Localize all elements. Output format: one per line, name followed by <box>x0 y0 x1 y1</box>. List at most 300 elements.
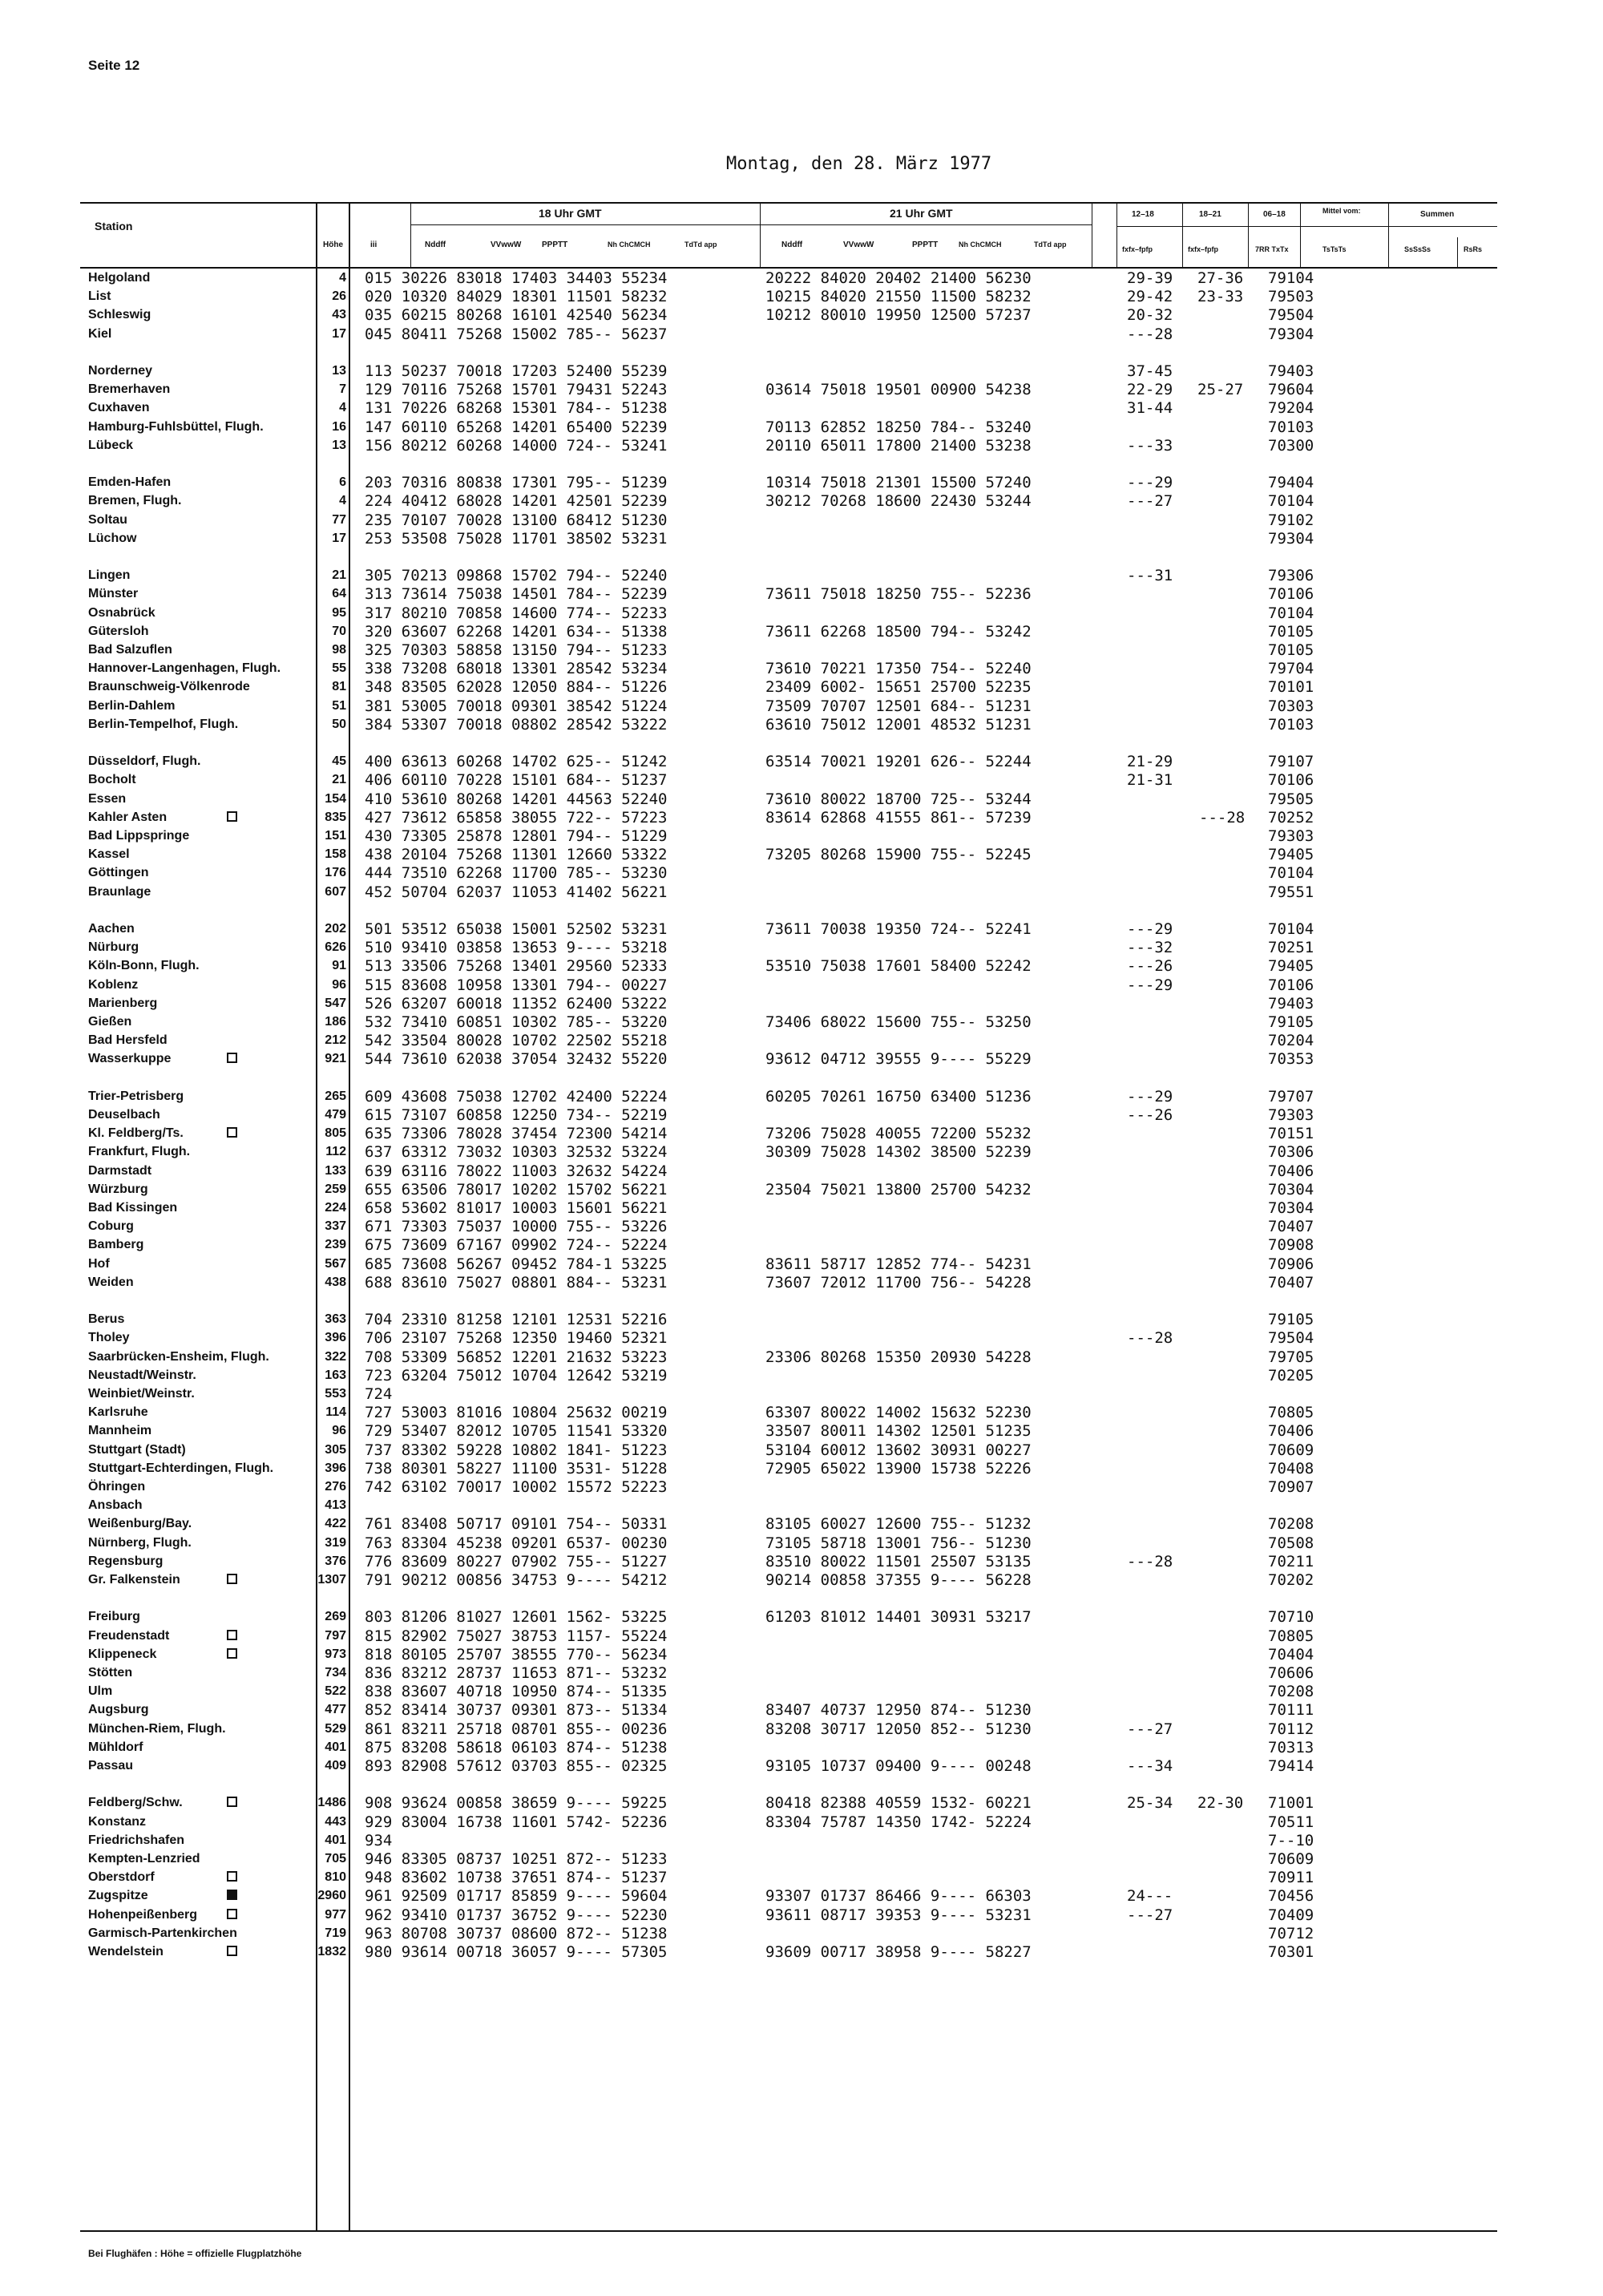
obs-18utc: 203 70316 80838 17301 795-- 51239 <box>365 474 668 491</box>
obs-18utc: 305 70213 09868 15702 794-- 52240 <box>365 567 668 584</box>
obs-18utc: 908 93624 00858 38659 9---- 59225 <box>365 1794 668 1812</box>
table-row <box>0 1776 1603 1793</box>
table-row <box>0 1460 1603 1477</box>
station-height: 239 <box>325 1238 346 1251</box>
obs-18utc: 253 53508 75028 11701 38502 53231 <box>365 530 668 548</box>
obs-18utc: 045 80411 75268 15002 785-- 56237 <box>365 325 668 343</box>
obs-21utc: 80418 82388 40559 1532- 60221 <box>765 1794 1032 1812</box>
table-row <box>0 995 1603 1013</box>
table-row <box>0 1329 1603 1347</box>
table-row <box>0 939 1603 956</box>
table-row <box>0 660 1603 677</box>
table-row <box>0 1850 1603 1868</box>
obs-18utc: 427 73612 65858 38055 722-- 57223 <box>365 809 668 827</box>
temp-range-12-18: ---29 <box>1127 976 1173 994</box>
temp-range-18-21: 22-30 <box>1197 1794 1244 1812</box>
station-height: 337 <box>325 1219 346 1233</box>
mean-value: 70151 <box>1268 1125 1314 1142</box>
obs-18utc: 510 93410 03858 13653 9---- 53218 <box>365 939 668 956</box>
open-square-icon <box>227 1648 237 1659</box>
obs-21utc: 61203 81012 14401 30931 53217 <box>765 1608 1032 1626</box>
station-height: 4 <box>339 271 346 285</box>
obs-21utc: 90214 00858 37355 9---- 56228 <box>765 1571 1032 1589</box>
station-name: Essen <box>88 792 127 806</box>
obs-18utc: 706 23107 75268 12350 19460 52321 <box>365 1329 668 1347</box>
obs-18utc: 532 73410 60851 10302 785-- 53220 <box>365 1013 668 1031</box>
mean-value: 70300 <box>1268 437 1314 455</box>
station-height: 522 <box>325 1684 346 1698</box>
station-height: 705 <box>325 1852 346 1866</box>
station-height: 112 <box>325 1145 346 1158</box>
temp-range-12-18: ---33 <box>1127 437 1173 455</box>
station-height: 176 <box>325 866 346 879</box>
g18-tdtd-header: TdTd app <box>684 241 717 249</box>
station-name: Stuttgart-Echterdingen, Flugh. <box>88 1461 274 1475</box>
station-name: Köln-Bonn, Flugh. <box>88 959 200 972</box>
table-row <box>0 1683 1603 1700</box>
obs-21utc: 73611 70038 19350 724-- 52241 <box>765 920 1032 938</box>
station-name: Gr. Falkenstein <box>88 1573 180 1587</box>
table-row <box>0 1571 1603 1589</box>
obs-18utc: 637 63312 73032 10303 32532 53224 <box>365 1143 668 1161</box>
station-height: 719 <box>325 1926 346 1940</box>
obs-18utc: 317 80210 70858 14600 774-- 52233 <box>365 604 668 622</box>
obs-18utc: 430 73305 25878 12801 794-- 51229 <box>365 827 668 845</box>
obs-21utc: 33507 80011 14302 12501 51235 <box>765 1422 1032 1440</box>
mean-value: 70106 <box>1268 585 1314 603</box>
table-row <box>0 288 1603 305</box>
table-row <box>0 827 1603 845</box>
table-row <box>0 753 1603 770</box>
mean-value: 70908 <box>1268 1236 1314 1254</box>
obs-21utc: 30309 75028 14302 38500 52239 <box>765 1143 1032 1161</box>
mean-value: 70404 <box>1268 1646 1314 1663</box>
mean-value: 70202 <box>1268 1571 1314 1589</box>
station-name: Wasserkuppe <box>88 1052 172 1065</box>
mean-value: 70805 <box>1268 1404 1314 1421</box>
obs-21utc: 73206 75028 40055 72200 55232 <box>765 1125 1032 1142</box>
table-row <box>0 771 1603 789</box>
station-height: 1307 <box>317 1573 346 1587</box>
table-row <box>0 269 1603 287</box>
station-name: Stötten <box>88 1666 133 1680</box>
mean-value: 70106 <box>1268 771 1314 789</box>
obs-18utc: 410 53610 80268 14201 44563 52240 <box>365 790 668 808</box>
obs-18utc: 348 83505 62028 12050 884-- 51226 <box>365 678 668 696</box>
obs-18utc: 948 83602 10738 37651 874-- 51237 <box>365 1869 668 1886</box>
station-name: Braunlage <box>88 885 151 899</box>
obs-21utc: 83614 62868 41555 861-- 57239 <box>765 809 1032 827</box>
obs-21utc: 93612 04712 39555 9---- 55229 <box>765 1050 1032 1068</box>
obs-18utc: 609 43608 75038 12702 42400 52224 <box>365 1088 668 1106</box>
temp-range-12-18: 22-29 <box>1127 381 1173 398</box>
g18-vvwww-header: VVwwW <box>491 241 522 249</box>
station-height: 151 <box>325 829 346 843</box>
station-name: Emden-Hafen <box>88 475 172 489</box>
mean-value: 70204 <box>1268 1032 1314 1049</box>
station-height: 921 <box>325 1052 346 1065</box>
t1821-sub-header: fxfx–fpfp <box>1188 245 1218 253</box>
table-row <box>0 1887 1603 1905</box>
station-name: Passau <box>88 1759 134 1773</box>
mean-value: 79504 <box>1268 1329 1314 1347</box>
table-row <box>0 1590 1603 1607</box>
mean-value: 79306 <box>1268 567 1314 584</box>
mittel-sub-header: TsTsTs <box>1322 245 1347 253</box>
station-height: 158 <box>325 847 346 861</box>
g21-ppptt-header: PPPTT <box>912 241 939 249</box>
mean-value: 79404 <box>1268 474 1314 491</box>
t1218-header: 12–18 <box>1132 210 1154 219</box>
mean-value: 70104 <box>1268 864 1314 882</box>
station-height: 186 <box>325 1015 346 1029</box>
station-name: Koblenz <box>88 978 139 992</box>
station-name: Hohenpeißenberg <box>88 1908 198 1922</box>
station-name: Kahler Asten <box>88 810 168 824</box>
station-name: Würzburg <box>88 1182 148 1196</box>
obs-18utc: 526 63207 60018 11352 62400 53222 <box>365 995 668 1013</box>
station-height: 973 <box>325 1647 346 1661</box>
obs-18utc: 742 63102 70017 10002 15572 52223 <box>365 1478 668 1496</box>
station-height: 797 <box>325 1629 346 1643</box>
mittel-header: Mittel vom: <box>1322 207 1361 215</box>
obs-21utc: 93609 00717 38958 9---- 58227 <box>765 1943 1032 1961</box>
station-height: 835 <box>325 810 346 824</box>
table-row <box>0 1125 1603 1142</box>
table-row <box>0 1478 1603 1496</box>
station-height: 154 <box>325 792 346 806</box>
obs-18utc: 313 73614 75038 14501 784-- 52239 <box>365 585 668 603</box>
mean-value: 71001 <box>1268 1794 1314 1812</box>
mean-value: 79414 <box>1268 1757 1314 1775</box>
mean-value: 79707 <box>1268 1088 1314 1106</box>
station-name: Hannover-Langenhagen, Flugh. <box>88 661 281 675</box>
station-height: 96 <box>332 1424 346 1437</box>
obs-18utc: 129 70116 75268 15701 79431 52243 <box>365 381 668 398</box>
g21-left-rule <box>760 202 761 268</box>
obs-21utc: 10215 84020 21550 11500 58232 <box>765 288 1032 305</box>
obs-18utc: 838 83607 40718 10950 874-- 51335 <box>365 1683 668 1700</box>
mean-value: 70712 <box>1268 1925 1314 1942</box>
station-height: 81 <box>332 680 346 693</box>
obs-21utc: 83407 40737 12950 874-- 51230 <box>765 1701 1032 1719</box>
table-row <box>0 976 1603 994</box>
mean-value: 70104 <box>1268 492 1314 510</box>
table-row <box>0 381 1603 398</box>
station-name: Bremen, Flugh. <box>88 494 182 507</box>
mean-value: 70406 <box>1268 1162 1314 1180</box>
station-name: Bamberg <box>88 1238 144 1251</box>
mean-value: 70609 <box>1268 1850 1314 1868</box>
trend-sub-rule <box>1116 226 1497 227</box>
mean-value: 70511 <box>1268 1813 1314 1831</box>
station-name: Öhringen <box>88 1480 146 1494</box>
table-row <box>0 306 1603 324</box>
obs-18utc: 438 20104 75268 11301 12660 53322 <box>365 846 668 863</box>
obs-18utc: 381 53005 70018 09301 38542 51224 <box>365 697 668 715</box>
obs-21utc: 73607 72012 11700 756-- 54228 <box>765 1274 1032 1292</box>
obs-18utc: 708 53309 56852 12201 21632 53223 <box>365 1348 668 1366</box>
obs-18utc: 325 70303 58858 13150 794-- 51233 <box>365 641 668 659</box>
temp-range-12-18: ---31 <box>1127 567 1173 584</box>
station-height: 13 <box>332 364 346 378</box>
table-row <box>0 902 1603 920</box>
mean-value: 70313 <box>1268 1739 1314 1756</box>
mean-value: 70301 <box>1268 1943 1314 1961</box>
temp-range-12-18: ---29 <box>1127 920 1173 938</box>
mean-value: 70609 <box>1268 1441 1314 1459</box>
station-height: 438 <box>325 1275 346 1289</box>
temp-range-12-18: ---27 <box>1127 1906 1173 1924</box>
station-name: Mannheim <box>88 1424 152 1437</box>
table-row <box>0 1757 1603 1775</box>
open-square-icon <box>227 1871 237 1882</box>
obs-18utc: 724 <box>365 1385 393 1403</box>
table-row <box>0 1069 1603 1087</box>
station-height: 269 <box>325 1610 346 1623</box>
mean-value: 70407 <box>1268 1218 1314 1235</box>
obs-21utc: 73610 70221 17350 754-- 52240 <box>765 660 1032 677</box>
table-row <box>0 734 1603 752</box>
table-row <box>0 809 1603 827</box>
mean-value: 70104 <box>1268 920 1314 938</box>
station-name: Darmstadt <box>88 1164 152 1178</box>
obs-21utc: 70113 62852 18250 784-- 53240 <box>765 418 1032 436</box>
temp-range-18-21: 25-27 <box>1197 381 1244 398</box>
mean-value: 70106 <box>1268 976 1314 994</box>
table-row <box>0 1627 1603 1645</box>
station-height: 55 <box>332 661 346 675</box>
table-row <box>0 1050 1603 1068</box>
mean-value: 79551 <box>1268 883 1314 901</box>
station-name: Saarbrücken-Ensheim, Flugh. <box>88 1350 269 1364</box>
mean-value: 70304 <box>1268 1199 1314 1217</box>
mean-value: 79504 <box>1268 306 1314 324</box>
obs-18utc: 113 50237 70018 17203 52400 55239 <box>365 362 668 380</box>
obs-18utc: 946 83305 08737 10251 872-- 51233 <box>365 1850 668 1868</box>
station-name: Wendelstein <box>88 1945 164 1958</box>
table-row <box>0 1013 1603 1031</box>
filled-square-icon <box>227 1890 237 1900</box>
obs-21utc: 63307 80022 14002 15632 52230 <box>765 1404 1032 1421</box>
station-height: 1832 <box>317 1945 346 1958</box>
station-height: 7 <box>339 382 346 396</box>
station-height: 734 <box>325 1666 346 1680</box>
temp-range-12-18: 37-45 <box>1127 362 1173 380</box>
temp-range-12-18: 25-34 <box>1127 1794 1173 1812</box>
mean-value: 70105 <box>1268 623 1314 641</box>
station-height: 443 <box>325 1815 346 1829</box>
obs-18utc: 852 83414 30737 09301 873-- 51334 <box>365 1701 668 1719</box>
mean-value: 70805 <box>1268 1627 1314 1645</box>
station-name: Osnabrück <box>88 606 155 620</box>
station-name: Nürburg <box>88 940 139 954</box>
station-height: 70 <box>332 625 346 638</box>
station-name: List <box>88 289 111 303</box>
station-name: Regensburg <box>88 1554 164 1568</box>
station-height: 163 <box>325 1368 346 1382</box>
obs-21utc: 53510 75038 17601 58400 52242 <box>765 957 1032 975</box>
station-name: Bad Hersfeld <box>88 1033 168 1047</box>
mean-value: 79105 <box>1268 1013 1314 1031</box>
station-height: 265 <box>325 1089 346 1103</box>
temp-range-12-18: ---28 <box>1127 325 1173 343</box>
station-height: 224 <box>325 1201 346 1215</box>
table-row <box>0 1292 1603 1310</box>
station-height: 2960 <box>317 1889 346 1902</box>
station-height: 16 <box>332 420 346 434</box>
table-row <box>0 437 1603 455</box>
mean-value: 70304 <box>1268 1181 1314 1199</box>
temp-range-12-18: ---26 <box>1127 957 1173 975</box>
mean-value: 79303 <box>1268 827 1314 845</box>
obs-21utc: 10314 75018 21301 15500 57240 <box>765 474 1032 491</box>
obs-18utc: 980 93614 00718 36057 9---- 57305 <box>365 1943 668 1961</box>
mean-value: 79403 <box>1268 995 1314 1013</box>
obs-18utc: 015 30226 83018 17403 34403 55234 <box>365 269 668 287</box>
obs-18utc: 738 80301 58227 11100 3531- 51228 <box>365 1460 668 1477</box>
open-square-icon <box>227 1909 237 1919</box>
station-name: Ansbach <box>88 1498 143 1512</box>
station-name: Karlsruhe <box>88 1405 148 1419</box>
temp-range-18-21: 23-33 <box>1197 288 1244 305</box>
obs-18utc: 818 80105 25707 38555 770-- 56234 <box>365 1646 668 1663</box>
station-name: Tholey <box>88 1331 130 1344</box>
station-name: Nürnberg, Flugh. <box>88 1536 192 1550</box>
open-square-icon <box>227 1053 237 1063</box>
station-height: 4 <box>339 401 346 414</box>
station-name: Trier-Petrisberg <box>88 1089 184 1103</box>
open-square-icon <box>227 1574 237 1584</box>
temp-range-12-18: ---34 <box>1127 1757 1173 1775</box>
station-name: Bad Lippspringe <box>88 829 190 843</box>
table-row <box>0 623 1603 641</box>
mean-value: 70710 <box>1268 1608 1314 1626</box>
mean-value: 79705 <box>1268 1348 1314 1366</box>
t1821-header: 18–21 <box>1199 210 1221 219</box>
mean-value: 70105 <box>1268 641 1314 659</box>
temp-06-18: ---28 <box>1199 809 1246 827</box>
station-height: 17 <box>332 532 346 545</box>
obs-18utc: 635 73306 78028 37454 72300 54214 <box>365 1125 668 1142</box>
station-name: Mühldorf <box>88 1740 143 1754</box>
temp-range-12-18: ---27 <box>1127 492 1173 510</box>
obs-18utc: 384 53307 70018 08802 28542 53222 <box>365 716 668 734</box>
table-row <box>0 1739 1603 1756</box>
table-row <box>0 1181 1603 1199</box>
station-height: 396 <box>325 1461 346 1475</box>
mean-value: 79102 <box>1268 511 1314 529</box>
mean-value: 70208 <box>1268 1683 1314 1700</box>
table-row <box>0 325 1603 343</box>
obs-18utc: 400 63613 60268 14702 625-- 51242 <box>365 753 668 770</box>
temp-range-12-18: ---27 <box>1127 1720 1173 1738</box>
temp-range-12-18: 20-32 <box>1127 306 1173 324</box>
station-height: 43 <box>332 308 346 321</box>
open-square-icon <box>227 811 237 822</box>
station-name: Freudenstadt <box>88 1629 170 1643</box>
station-name: Hof <box>88 1257 110 1271</box>
mean-value: 70353 <box>1268 1050 1314 1068</box>
station-height: 64 <box>332 587 346 600</box>
temp-range-12-18: ---29 <box>1127 1088 1173 1106</box>
mean-value: 70406 <box>1268 1422 1314 1440</box>
station-name: Lübeck <box>88 439 134 452</box>
obs-21utc: 63610 75012 12001 48532 51231 <box>765 716 1032 734</box>
obs-21utc: 23409 6002- 15651 25700 52235 <box>765 678 1032 696</box>
mean-value: 79204 <box>1268 399 1314 417</box>
table-row <box>0 1385 1603 1403</box>
obs-18utc: 934 <box>365 1832 393 1849</box>
table-row <box>0 1906 1603 1924</box>
summen-mid-rule <box>1457 237 1458 268</box>
obs-21utc: 23504 75021 13800 25700 54232 <box>765 1181 1032 1199</box>
table-row <box>0 697 1603 715</box>
g21-nddff-header: Nddff <box>781 241 803 249</box>
station-height: 810 <box>325 1870 346 1884</box>
obs-18utc: 639 63116 78022 11003 32632 54224 <box>365 1162 668 1180</box>
g21-vvwww-header: VVwwW <box>843 241 874 249</box>
obs-21utc: 93105 10737 09400 9---- 00248 <box>765 1757 1032 1775</box>
station-name: Norderney <box>88 364 153 378</box>
temp-range-12-18: 29-39 <box>1127 269 1173 287</box>
table-row <box>0 1236 1603 1254</box>
table-row <box>0 641 1603 659</box>
obs-18utc: 338 73208 68018 13301 28542 53234 <box>365 660 668 677</box>
table-row <box>0 1608 1603 1626</box>
station-name: Weiden <box>88 1275 134 1289</box>
obs-21utc: 20222 84020 20402 21400 56230 <box>765 269 1032 287</box>
station-name: Bocholt <box>88 773 136 786</box>
table-row <box>0 1720 1603 1738</box>
table-row <box>0 1497 1603 1514</box>
station-name: Cuxhaven <box>88 401 150 414</box>
station-height: 977 <box>325 1908 346 1922</box>
station-height: 114 <box>325 1405 346 1419</box>
table-row <box>0 548 1603 566</box>
obs-18utc: 815 82902 75027 38753 1157- 55224 <box>365 1627 668 1645</box>
mean-value: 70907 <box>1268 1478 1314 1496</box>
temp-range-12-18: 21-29 <box>1127 753 1173 770</box>
station-name: Kiel <box>88 327 112 341</box>
station-height: 376 <box>325 1554 346 1568</box>
station-name: München-Riem, Flugh. <box>88 1722 226 1736</box>
station-name: Aachen <box>88 922 135 936</box>
table-row <box>0 1515 1603 1533</box>
station-height: 607 <box>325 885 346 899</box>
table-row <box>0 567 1603 584</box>
table-row <box>0 1088 1603 1106</box>
obs-18utc: 156 80212 60268 14000 724-- 53241 <box>365 437 668 455</box>
obs-18utc: 515 83608 10958 13301 794-- 00227 <box>365 976 668 994</box>
table-row <box>0 846 1603 863</box>
station-height: 96 <box>332 978 346 992</box>
obs-21utc: 73611 75018 18250 755-- 52236 <box>765 585 1032 603</box>
obs-21utc: 10212 80010 19950 12500 57237 <box>765 306 1032 324</box>
table-row <box>0 1534 1603 1552</box>
temp-range-12-18: ---32 <box>1127 939 1173 956</box>
obs-18utc: 675 73609 67167 09902 724-- 52224 <box>365 1236 668 1254</box>
station-height: 322 <box>325 1350 346 1364</box>
obs-21utc: 73610 80022 18700 725-- 53244 <box>765 790 1032 808</box>
table-row <box>0 455 1603 473</box>
station-height: 95 <box>332 606 346 620</box>
obs-18utc: 513 33506 75268 13401 29560 52333 <box>365 957 668 975</box>
obs-21utc: 83208 30717 12050 852-- 51230 <box>765 1720 1032 1738</box>
table-row <box>0 585 1603 603</box>
station-height: 133 <box>325 1164 346 1178</box>
station-height: 401 <box>325 1833 346 1847</box>
